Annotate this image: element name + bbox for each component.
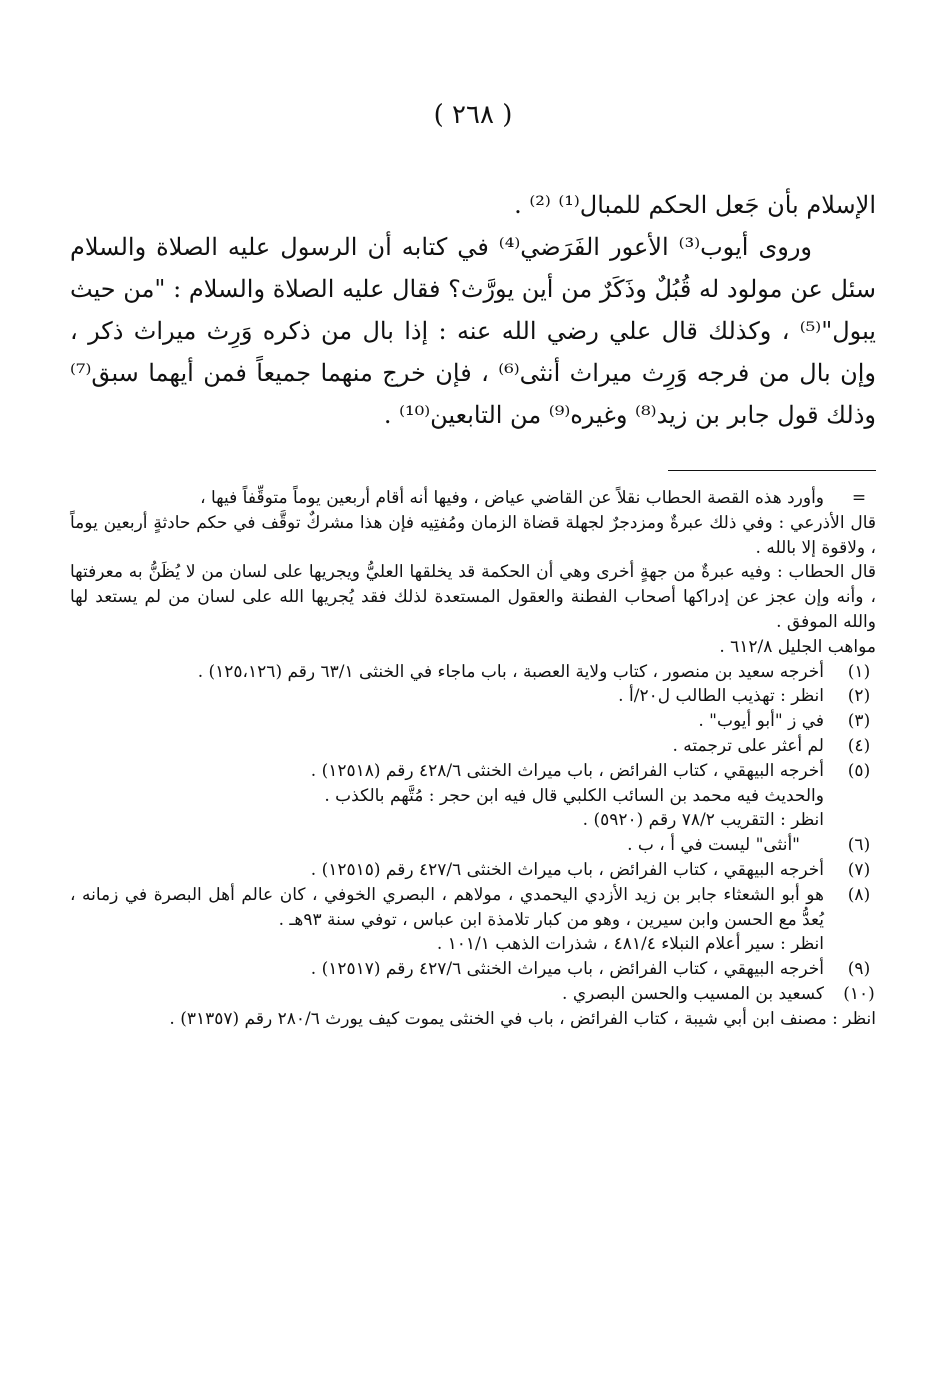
- footnote-1: [70, 660, 876, 685]
- footnote-line: والحديث فيه محمد بن السائب الكلبي قال فيه ابن حجر : مُتَّهم بالكذب .: [324, 785, 824, 806]
- footnote-line: أخرجه البيهقي ، كتاب الفرائض ، باب ميراث الخنثى ٤٢٧/٦ رقم (١٢٥١٧) .: [310, 959, 824, 980]
- main-text: [70, 184, 876, 436]
- footnote-line: انظر : تهذيب الطالب ل٢٠/أ .: [618, 686, 824, 707]
- page-number: ( ٢٦٨ ): [433, 100, 513, 130]
- footnote-number: (٩): [847, 959, 871, 980]
- footnote-number: (٤): [847, 735, 871, 756]
- footnote-line: كسعيد بن المسيب والحسن البصري .: [562, 983, 824, 1004]
- footnote-5: [70, 759, 876, 833]
- footnote-line: لم أعثر على ترجمته .: [672, 735, 824, 756]
- footnote-line: أخرجه سعيد بن منصور ، كتاب ولاية العصبة ، باب ماجاء في الخنثى ٦٣/١ رقم (١٢٥،١٢٦) .: [197, 661, 824, 682]
- footnote-number: (١): [847, 661, 871, 682]
- footnote-line: وأورد هذه القصة الحطاب نقلاً عن القاضي عياض ، وفيها أنه أقام أربعين يوماً متوقِّفاً فيها ،: [200, 488, 824, 508]
- footnote-line: في ز "أبو أيوب" .: [698, 711, 824, 732]
- footnote-line: "أنثى" ليست في أ ، ب .: [627, 835, 800, 856]
- footnote-line: أخرجه البيهقي ، كتاب الفرائض ، باب ميراث الخنثى ٤٢٨/٦ رقم (١٢٥١٨) .: [310, 760, 824, 781]
- footnote-number: (٥): [847, 760, 871, 781]
- footnote-line: انظر : مصنف ابن أبي شيبة ، كتاب الفرائض ، باب في الخنثى يموت كيف يورث ٢٨٠/٦ رقم (٣١٣٥٧) .: [169, 1008, 876, 1029]
- main-paragraph-1: الإسلام بأن جَعل الحكم للمبال⁽¹⁾ ⁽²⁾ .: [514, 191, 876, 219]
- footnote-line: انظر : التقريب ٧٨/٢ رقم (٥٩٢٠) .: [582, 810, 824, 831]
- footnote-line: أخرجه البيهقي ، كتاب الفرائض ، باب ميراث الخنثى ٤٢٧/٦ رقم (١٢٥١٥) .: [310, 859, 824, 880]
- footnote-9: [70, 957, 876, 982]
- footnote-number: (٧): [847, 859, 871, 880]
- footnote-line: انظر : سير أعلام النبلاء ٤٨١/٤ ، شذرات الذهب ١٠١/١ .: [436, 934, 824, 955]
- footnote-separator: [668, 470, 876, 471]
- footnote-8: [70, 883, 876, 957]
- footnote-number: (٢): [847, 686, 871, 707]
- footnotes: [70, 486, 876, 1032]
- footnote-2: [70, 684, 876, 709]
- continuation-marker: =: [851, 488, 867, 508]
- footnote-number: (١٠): [843, 983, 875, 1004]
- footnote-10: [70, 982, 876, 1032]
- footnote-7: [70, 858, 876, 883]
- footnote-3: [70, 709, 876, 734]
- footnote-number: (٣): [847, 711, 871, 732]
- footnote-6: [70, 833, 876, 858]
- footnote-4: [70, 734, 876, 759]
- footnote-line: مواهب الجليل ٦١٢/٨ .: [719, 636, 876, 657]
- footnote-number: (٦): [847, 835, 871, 856]
- main-paragraph-2: وروى أيوب⁽³⁾ الأعور الفَرَضي⁽⁴⁾ في كتابه أن الرسول عليه الصلاة والسلام سئل عن مولود له قُبُلٌ وذَكَرٌ من أين يورَّث؟ فقال عليه الصلاة والسلام : "من حيث يبول"⁽⁵⁾ ، وكذلك قال علي رضي الله عنه : إذا بال من ذكره وَرِث ميراث ذكر ، وإن بال من فرجه وَرِث ميراث أنثى⁽⁶⁾ ، فإن خرج منهما جميعاً فمن أيهما سبق⁽⁷⁾ وذلك قول جابر بن زيد⁽⁸⁾ وغيره⁽⁹⁾ من التابعين⁽¹⁰⁾ .: [70, 233, 876, 429]
- footnote-number: (٨): [847, 884, 871, 905]
- footnote-line: قال الأذرعي : وفي ذلك عبرةٌ ومزدجرٌ لجهلة قضاة الزمان ومُفتِيه فإن هذا مشركٌ توقَّف في حكم حادثةٍ أربعين يوماً ، ولاقوة إلا بالله .: [70, 512, 876, 558]
- footnote-line: هو أبو الشعثاء جابر بن زيد الأزدي اليحمدي ، مولاهم ، البصري الخوفي ، كان عالم أهل البصرة في زمانه ، يُعدُّ مع الحسن وابن سيرين ، وهو من كبار تلامذة ابن عباس ، توفي سنة ٩٣هـ .: [70, 884, 824, 930]
- footnote-continuation: [70, 486, 876, 660]
- footnote-line: قال الحطاب : وفيه عبرةٌ من جهةٍ أخرى وهي أن الحكمة قد يخلقها العليُّ ويجريها على لسان من لا يُظَنُّ به معرفتها ، وأنه وإن عجز عن إدراكها أصحاب الفطنة والعقول المستعدة لذلك فقد يُجريها الله على لسان من لم يستعد لها والله الموفق .: [70, 562, 876, 632]
